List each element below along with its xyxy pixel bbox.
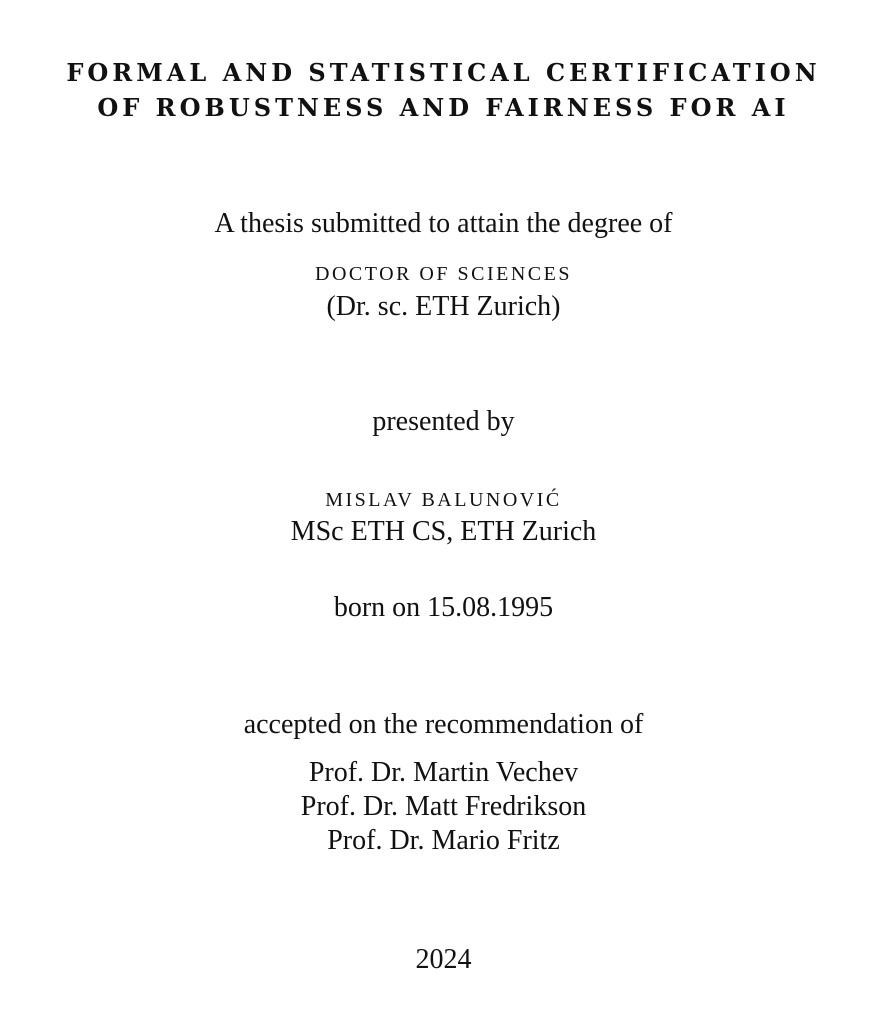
author-name: MISLAV BALUNOVIĆ	[325, 489, 562, 511]
thesis-title-line-2: OF ROBUSTNESS AND FAIRNESS FOR AI	[97, 93, 790, 122]
thesis-title-line-1: FORMAL AND STATISTICAL CERTIFICATION	[66, 58, 821, 87]
degree-name: DOCTOR OF SCIENCES	[315, 263, 572, 285]
author-degree: MSc ETH CS, ETH Zurich	[290, 516, 597, 547]
referee-3: Prof. Dr. Mario Fritz	[327, 825, 560, 856]
thesis-year: 2024	[415, 944, 472, 975]
recommendation-intro: accepted on the recommendation of	[243, 709, 644, 740]
referee-1: Prof. Dr. Martin Vechev	[308, 757, 579, 788]
referee-2: Prof. Dr. Matt Fredrikson	[300, 791, 587, 822]
author-birthdate: born on 15.08.1995	[333, 592, 554, 623]
presented-by: presented by	[372, 406, 515, 437]
degree-intro: A thesis submitted to attain the degree of	[214, 208, 673, 239]
degree-abbreviation: (Dr. sc. ETH Zurich)	[326, 291, 561, 322]
